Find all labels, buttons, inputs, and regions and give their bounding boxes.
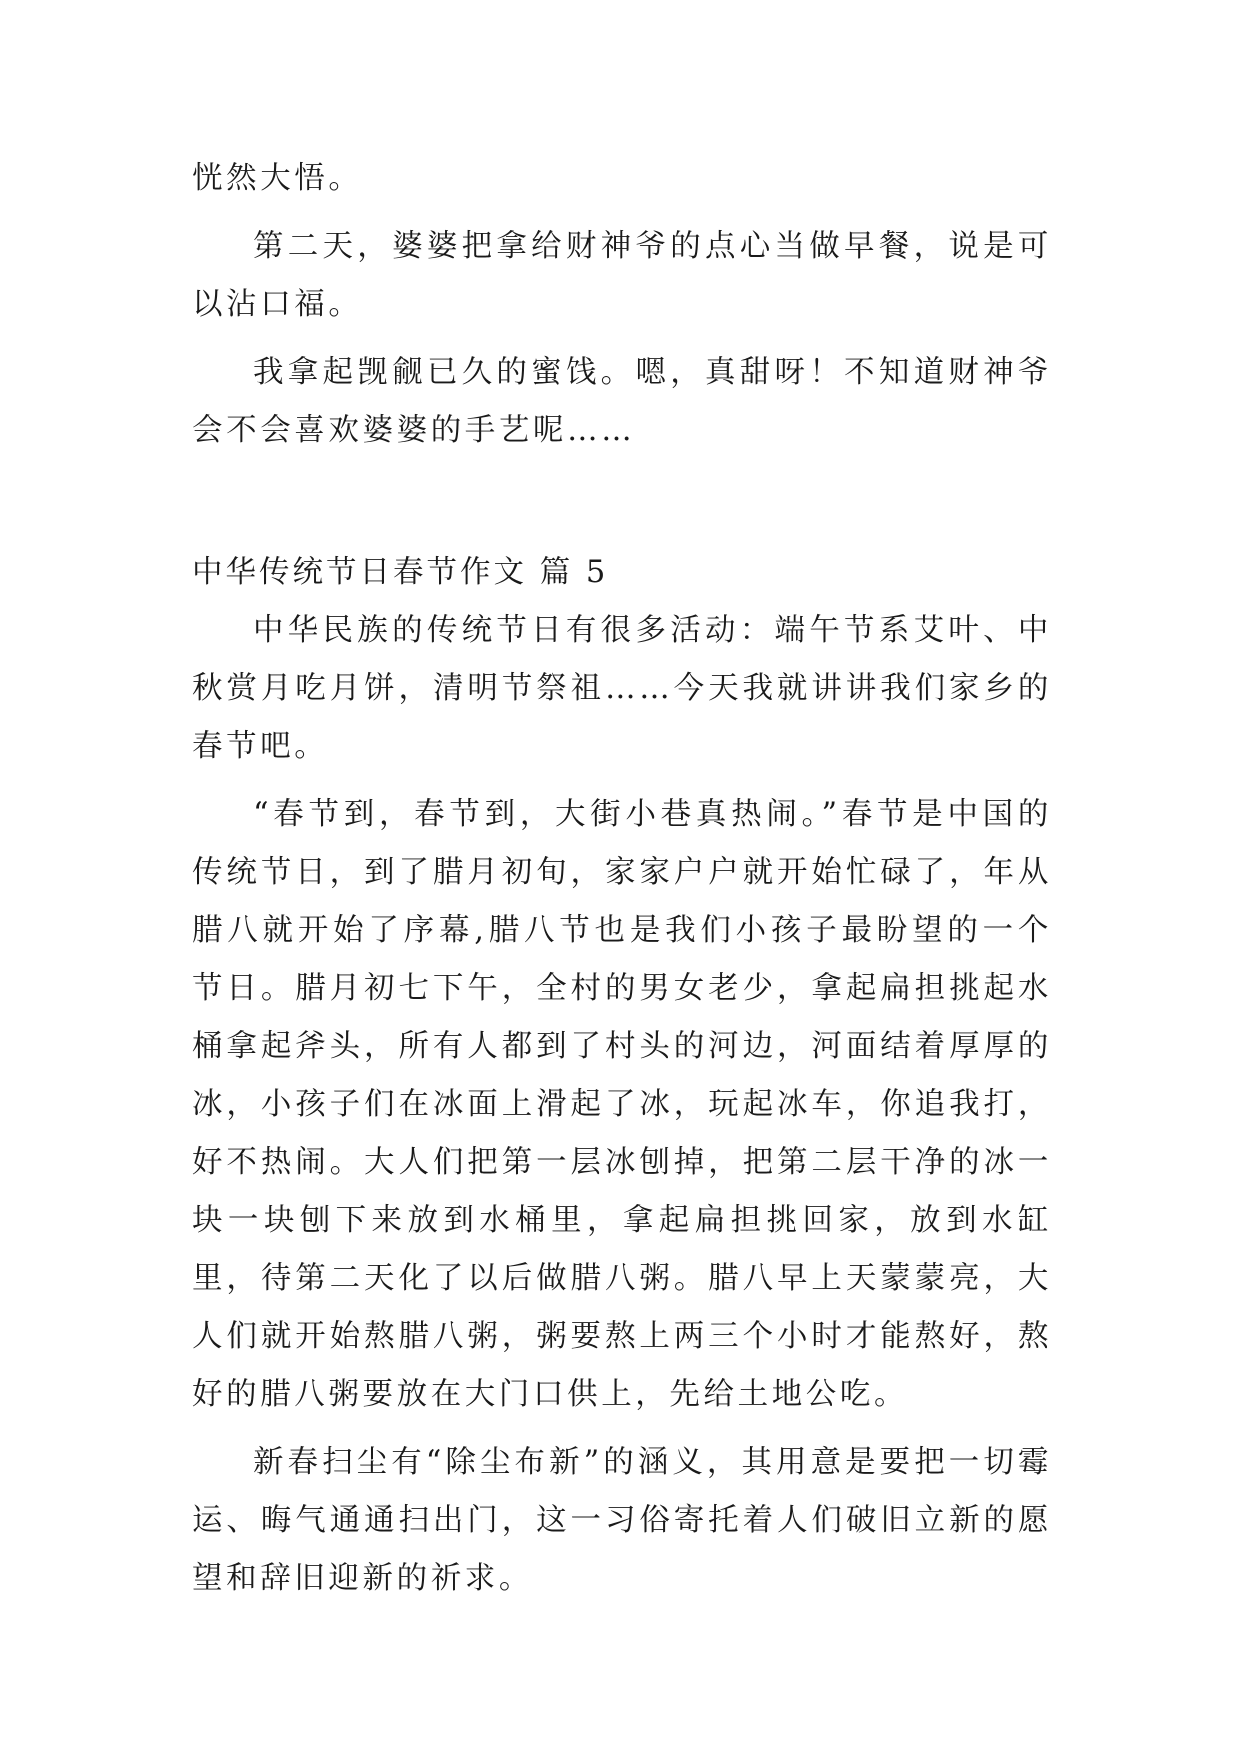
paragraph: “春节到，春节到，大街小巷真热闹。”春节是中国的传统节日，到了腊月初旬，家家户户就开始忙碌了，年从腊八就开始了序幕,腊八节也是我们小孩子最盼望的一个节日。腊月初七下午，全村的男女老少，拿起扁担挑起水桶拿起斧头，所有人都到了村头的河边，河面结着厚厚的冰，小孩子们在冰面上滑起了冰，玩起冰车，你追我打，好不热闹。大人们把第一层冰刨掉，把第二层干净的冰一块一块刨下来放到水桶里，拿起扁担挑回家，放到水缸里，待第二天化了以后做腊八粥。腊八早上天蒙蒙亮，大人们就开始熬腊八粥，粥要熬上两三个小时才能熬好，熬好的腊八粥要放在大门口供上，先给土地公吃。 — [192, 797, 1052, 1412]
section-heading: 中华传统节日春节作文 篇 5 — [192, 555, 609, 590]
paragraph: 我拿起觊觎已久的蜜饯。嗯，真甜呀！不知道财神爷会不会喜欢婆婆的手艺呢…… — [192, 355, 1052, 448]
paragraph: 第二天，婆婆把拿给财神爷的点心当做早餐，说是可以沾口福。 — [192, 229, 1052, 322]
paragraph: 新春扫尘有“除尘布新”的涵义，其用意是要把一切霉运、晦气通通扫出门，这一习俗寄托着人们破旧立新的愿望和辞旧迎新的祈求。 — [192, 1445, 1052, 1596]
paragraph-continuation: 恍然大悟。 — [192, 161, 363, 196]
document-body — [192, 150, 1052, 1608]
paragraph: 中华民族的传统节日有很多活动：端午节系艾叶、中秋赏月吃月饼，清明节祭祖……今天我就讲讲我们家乡的春节吧。 — [192, 613, 1052, 764]
